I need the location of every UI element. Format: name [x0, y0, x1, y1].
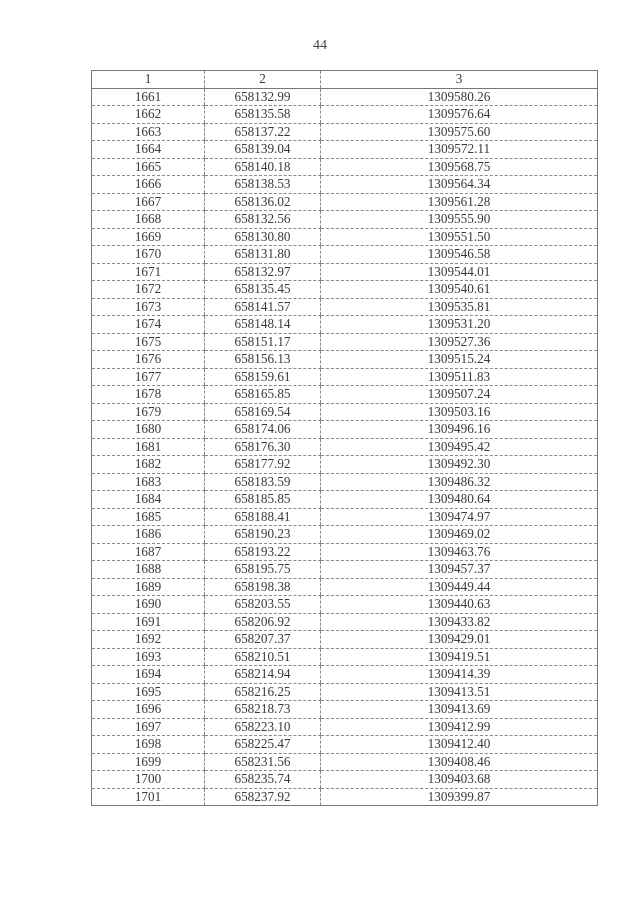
- x-coordinate-cell: 658203.55: [205, 596, 321, 614]
- y-coordinate-cell: 1309457.37: [321, 561, 598, 579]
- y-coordinate-cell: 1309486.32: [321, 473, 598, 491]
- y-coordinate-cell: 1309564.34: [321, 176, 598, 194]
- y-coordinate-cell: 1309429.01: [321, 631, 598, 649]
- column-header-2: 2: [205, 71, 321, 89]
- table-row: [92, 228, 598, 246]
- x-coordinate-cell: 658135.58: [205, 106, 321, 124]
- table-row: [92, 736, 598, 754]
- table-row: [92, 211, 598, 229]
- x-coordinate-cell: 658188.41: [205, 508, 321, 526]
- point-number-cell: 1666: [92, 176, 205, 194]
- point-number-cell: 1679: [92, 403, 205, 421]
- y-coordinate-cell: 1309403.68: [321, 771, 598, 789]
- table-row: [92, 106, 598, 124]
- point-number-cell: 1688: [92, 561, 205, 579]
- y-coordinate-cell: 1309449.44: [321, 578, 598, 596]
- point-number-cell: 1701: [134, 788, 162, 804]
- table-row: [92, 666, 598, 684]
- table-row: [92, 281, 598, 299]
- x-coordinate-cell: 658140.18: [205, 158, 321, 176]
- y-coordinate-cell: 1309507.24: [321, 386, 598, 404]
- point-number-cell: 1675: [92, 333, 205, 351]
- point-number-cell: 1673: [92, 298, 205, 316]
- y-coordinate-cell: 1309469.02: [321, 526, 598, 544]
- x-coordinate-cell: 658130.80: [205, 228, 321, 246]
- y-coordinate-cell: 1309540.61: [321, 281, 598, 299]
- table-row: [92, 543, 598, 561]
- table-row: [92, 456, 598, 474]
- x-coordinate-cell: 658237.92: [205, 788, 321, 806]
- point-number-cell: 1669: [92, 228, 205, 246]
- x-coordinate-cell: 658195.75: [205, 561, 321, 579]
- x-coordinate-cell: 658151.17: [205, 333, 321, 351]
- x-coordinate-cell: 658156.13: [205, 351, 321, 369]
- point-number-cell: 1697: [92, 718, 205, 736]
- y-coordinate-cell: 1309408.46: [321, 753, 598, 771]
- x-coordinate-cell: 658132.97: [205, 263, 321, 281]
- table-row: [92, 403, 598, 421]
- x-coordinate-cell: 658176.30: [205, 438, 321, 456]
- y-coordinate-cell: 1309546.58: [321, 246, 598, 264]
- point-number-cell: 1671: [92, 263, 205, 281]
- point-number-cell: 1692: [92, 631, 205, 649]
- point-number-cell: 1700: [92, 771, 205, 789]
- point-number-cell: 1695: [92, 683, 205, 701]
- table-row: [92, 508, 598, 526]
- x-coordinate-cell: 658137.22: [205, 123, 321, 141]
- x-coordinate-cell: 658138.53: [205, 176, 321, 194]
- point-number-cell: 1690: [92, 596, 205, 614]
- table-row: [92, 123, 598, 141]
- x-coordinate-cell: 658132.99: [205, 88, 321, 106]
- table-header: [92, 71, 598, 89]
- x-coordinate-cell: 658174.06: [205, 421, 321, 439]
- y-coordinate-cell: 1309399.87: [321, 788, 598, 806]
- table-row: [92, 351, 598, 369]
- x-coordinate-cell: 658136.02: [205, 193, 321, 211]
- y-coordinate-cell: 1309496.16: [321, 421, 598, 439]
- table-row: [92, 526, 598, 544]
- y-coordinate-cell: 1309551.50: [321, 228, 598, 246]
- point-number-cell: 1668: [92, 211, 205, 229]
- table-row: [92, 788, 598, 806]
- x-coordinate-cell: 658235.74: [205, 771, 321, 789]
- page-number: 44: [313, 38, 327, 53]
- x-coordinate-cell: 658131.80: [205, 246, 321, 264]
- table-row: [92, 561, 598, 579]
- x-coordinate-cell: 658223.10: [205, 718, 321, 736]
- point-number-cell: 1667: [92, 193, 205, 211]
- y-coordinate-cell: 1309576.64: [321, 106, 598, 124]
- table-row: [92, 316, 598, 334]
- y-coordinate-cell: 1309463.76: [321, 543, 598, 561]
- y-coordinate-cell: 1309412.99: [321, 718, 598, 736]
- point-number-cell: 1684: [92, 491, 205, 509]
- point-number-cell: 1674: [92, 316, 205, 334]
- x-coordinate-cell: 658132.56: [205, 211, 321, 229]
- point-number-cell: 1683: [92, 473, 205, 491]
- table-row: [92, 333, 598, 351]
- x-coordinate-cell: 658185.85: [205, 491, 321, 509]
- y-coordinate-cell: 1309527.36: [321, 333, 598, 351]
- point-number-cell: 1680: [92, 421, 205, 439]
- table-row: [92, 88, 598, 106]
- x-coordinate-cell: 658206.92: [205, 613, 321, 631]
- x-coordinate-cell: 658225.47: [205, 736, 321, 754]
- point-number-cell: 1664: [92, 141, 205, 159]
- x-coordinate-cell: 658159.61: [205, 368, 321, 386]
- table-row: [92, 578, 598, 596]
- table-row: [92, 613, 598, 631]
- point-number-cell: 1685: [92, 508, 205, 526]
- point-number-cell: 1678: [92, 386, 205, 404]
- table-row: [92, 438, 598, 456]
- point-number-cell: 1682: [92, 456, 205, 474]
- table-row: [92, 368, 598, 386]
- coordinates-table: [91, 70, 598, 806]
- y-coordinate-cell: 1309412.40: [321, 736, 598, 754]
- point-number-cell: 1670: [92, 246, 205, 264]
- y-coordinate-cell: 1309474.97: [321, 508, 598, 526]
- x-coordinate-cell: 658139.04: [205, 141, 321, 159]
- point-number-cell: 1681: [92, 438, 205, 456]
- y-coordinate-cell: 1309511.83: [321, 368, 598, 386]
- point-number-cell: 1698: [92, 736, 205, 754]
- table-row: [92, 473, 598, 491]
- y-coordinate-cell: 1309413.51: [321, 683, 598, 701]
- y-coordinate-cell: 1309414.39: [321, 666, 598, 684]
- table-row: [92, 596, 598, 614]
- table-row: [92, 246, 598, 264]
- table-row: [92, 421, 598, 439]
- table-body: [92, 88, 598, 806]
- table-row: [92, 386, 598, 404]
- table-row: [92, 263, 598, 281]
- table-row: [92, 176, 598, 194]
- y-coordinate-cell: 1309580.26: [321, 88, 598, 106]
- table-row: [92, 701, 598, 719]
- y-coordinate-cell: 1309555.90: [321, 211, 598, 229]
- x-coordinate-cell: 658218.73: [205, 701, 321, 719]
- point-number-cell: 1687: [92, 543, 205, 561]
- table-row: [92, 631, 598, 649]
- x-coordinate-cell: 658214.94: [205, 666, 321, 684]
- y-coordinate-cell: 1309503.16: [321, 403, 598, 421]
- point-number-cell: 1676: [92, 351, 205, 369]
- table-row: [92, 141, 598, 159]
- y-coordinate-cell: 1309544.01: [321, 263, 598, 281]
- point-number-cell: 1677: [92, 368, 205, 386]
- x-coordinate-cell: 658141.57: [205, 298, 321, 316]
- table-row: [92, 193, 598, 211]
- y-coordinate-cell: 1309575.60: [321, 123, 598, 141]
- table-row: [92, 753, 598, 771]
- column-header-1: 1: [92, 71, 205, 89]
- x-coordinate-cell: 658193.22: [205, 543, 321, 561]
- x-coordinate-cell: 658190.23: [205, 526, 321, 544]
- point-number-cell: 1662: [92, 106, 205, 124]
- point-number-cell: 1693: [92, 648, 205, 666]
- point-number-cell: 1699: [92, 753, 205, 771]
- table-row: [92, 718, 598, 736]
- x-coordinate-cell: 658177.92: [205, 456, 321, 474]
- header-row: [92, 71, 598, 89]
- point-number-cell: 1691: [92, 613, 205, 631]
- y-coordinate-cell: 1309568.75: [321, 158, 598, 176]
- point-number-cell: 1696: [92, 701, 205, 719]
- y-coordinate-cell: 1309492.30: [321, 456, 598, 474]
- point-number-cell: 1686: [92, 526, 205, 544]
- point-number-cell: 1689: [92, 578, 205, 596]
- y-coordinate-cell: 1309419.51: [321, 648, 598, 666]
- y-coordinate-cell: 1309440.63: [321, 596, 598, 614]
- x-coordinate-cell: 658210.51: [205, 648, 321, 666]
- point-number-cell: 1665: [92, 158, 205, 176]
- table-row: [92, 491, 598, 509]
- table-row: [92, 648, 598, 666]
- y-coordinate-cell: 1309495.42: [321, 438, 598, 456]
- x-coordinate-cell: 658198.38: [205, 578, 321, 596]
- table-row: [92, 158, 598, 176]
- y-coordinate-cell: 1309572.11: [321, 141, 598, 159]
- y-coordinate-cell: 1309480.64: [321, 491, 598, 509]
- y-coordinate-cell: 1309561.28: [321, 193, 598, 211]
- y-coordinate-cell: 1309515.24: [321, 351, 598, 369]
- point-number-cell: 1672: [92, 281, 205, 299]
- x-coordinate-cell: 658183.59: [205, 473, 321, 491]
- column-header-3: 3: [321, 71, 598, 89]
- point-number-cell: 1663: [92, 123, 205, 141]
- y-coordinate-cell: 1309413.69: [321, 701, 598, 719]
- x-coordinate-cell: 658135.45: [205, 281, 321, 299]
- x-coordinate-cell: 658148.14: [205, 316, 321, 334]
- point-number-cell: 1694: [92, 666, 205, 684]
- x-coordinate-cell: 658207.37: [205, 631, 321, 649]
- x-coordinate-cell: 658169.54: [205, 403, 321, 421]
- table-row: [92, 298, 598, 316]
- x-coordinate-cell: 658165.85: [205, 386, 321, 404]
- x-coordinate-cell: 658216.25: [205, 683, 321, 701]
- y-coordinate-cell: 1309433.82: [321, 613, 598, 631]
- point-number-cell: 1661: [92, 88, 205, 106]
- x-coordinate-cell: 658231.56: [205, 753, 321, 771]
- table-row: [92, 771, 598, 789]
- table-row: [92, 683, 598, 701]
- y-coordinate-cell: 1309535.81: [321, 298, 598, 316]
- y-coordinate-cell: 1309531.20: [321, 316, 598, 334]
